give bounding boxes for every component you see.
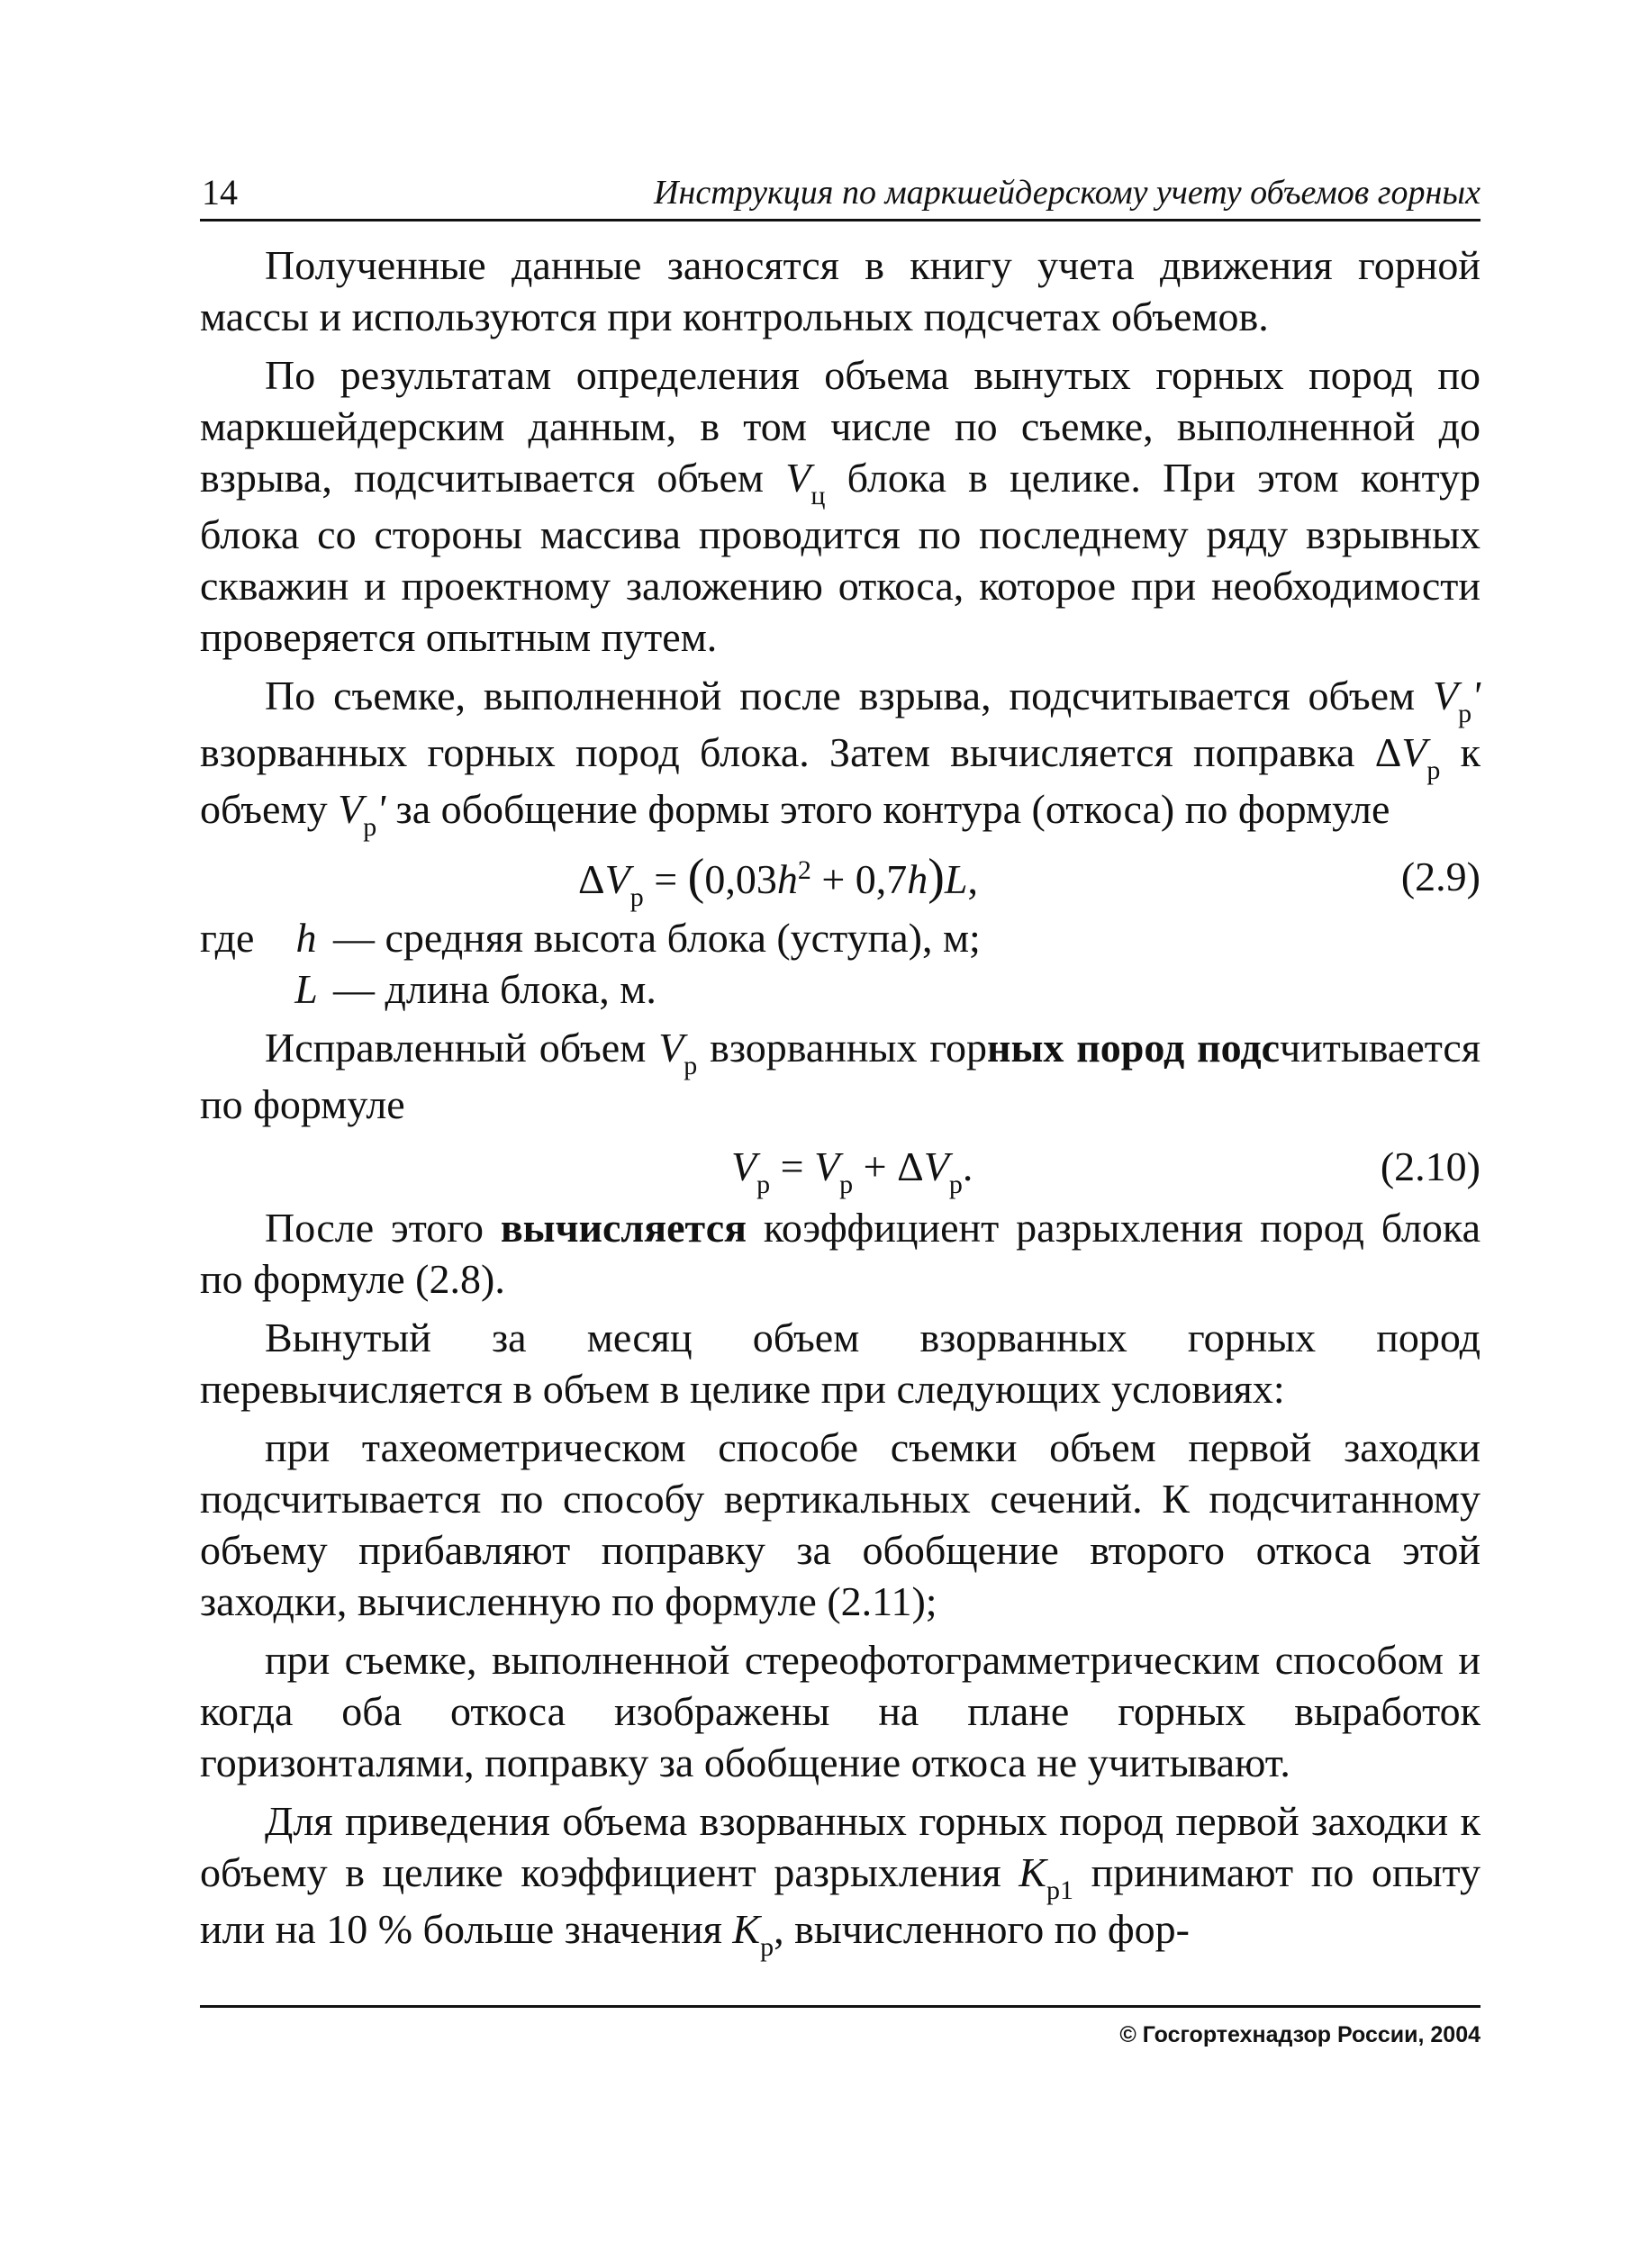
bold-text: ных пород подс bbox=[987, 1025, 1281, 1071]
var-v: V bbox=[785, 455, 811, 501]
coefficient: + 0,7 bbox=[810, 856, 908, 902]
text: , вычисленного по фор- bbox=[774, 1906, 1190, 1952]
text: Исправленный объем bbox=[265, 1025, 659, 1071]
paragraph-6: Вынутый за месяц объем взорванных горных пород перевычисляется в объем в целике при следующих условиях: bbox=[200, 1315, 1480, 1412]
paragraph-2 bbox=[200, 349, 1480, 663]
var-prime: ' bbox=[1471, 673, 1480, 718]
equals-sign: = bbox=[643, 856, 688, 902]
text: взорванных горных пород блока. Затем вычисляется поправка bbox=[200, 729, 1375, 775]
right-paren: ) bbox=[928, 849, 945, 905]
footer-rule bbox=[200, 2005, 1480, 2008]
text: По результатам определения объема вынутых горных пород по маркшейдерским данным, в том числе по съемке, выполненной до взрыва, подсчитывается объем bbox=[200, 352, 1480, 501]
where-symbol-h: h bbox=[295, 915, 317, 961]
page-header bbox=[200, 169, 1480, 216]
delta-symbol: Δ bbox=[578, 856, 605, 902]
var-subscript: р bbox=[948, 1170, 963, 1199]
page-body bbox=[200, 239, 1480, 1967]
var-v: V bbox=[923, 1143, 949, 1189]
equals-sign: = bbox=[770, 1143, 815, 1189]
var-subscript: р bbox=[363, 812, 377, 842]
var-subscript: р bbox=[1458, 699, 1472, 728]
where-line-1 bbox=[200, 912, 1480, 963]
where-symbol-l: L bbox=[294, 966, 318, 1012]
text: коэффициент разрыхления пород блока по формуле (2.8). bbox=[200, 1205, 1480, 1302]
var-k: K bbox=[1019, 1849, 1046, 1895]
paragraph-9 bbox=[200, 1795, 1480, 1960]
text: блока в целике. При этом контур блока со стороны массива проводится по последнему ряду взрывных скважин и проектному заложению откоса, которое при необходимости проверяется опытным путем. bbox=[200, 455, 1480, 660]
var-v: V bbox=[1433, 673, 1459, 718]
paragraph-8: при съемке, выполненной стереофотограмметрическим способом и когда оба откоса изображены на плане горных выработок горизонталями, поправку за обобщение откоса не учитывают. bbox=[200, 1637, 1480, 1785]
var-subscript: р bbox=[629, 882, 644, 912]
where-label: где bbox=[200, 915, 255, 961]
paragraph-1: Полученные данные заносятся в книгу учета движения горной массы и используются при контрольных подсчетах объемов. bbox=[200, 242, 1480, 339]
var-v: V bbox=[814, 1143, 840, 1189]
equation-body bbox=[578, 847, 978, 915]
text: взорванных гор bbox=[697, 1025, 988, 1071]
equation-2-10 bbox=[200, 1137, 1480, 1197]
equation-number: (2.10) bbox=[1380, 1143, 1480, 1189]
comma: , bbox=[967, 856, 979, 902]
paragraph-4 bbox=[200, 1022, 1480, 1130]
var-subscript: р bbox=[760, 1932, 774, 1962]
text: читывается по формуле bbox=[200, 1025, 1480, 1127]
paragraph-3 bbox=[200, 670, 1480, 840]
var-k: K bbox=[732, 1906, 761, 1952]
text: к объему bbox=[200, 729, 1480, 832]
where-line-2 bbox=[200, 963, 1480, 1015]
var-subscript: р bbox=[684, 1051, 698, 1080]
left-paren: ( bbox=[687, 849, 705, 905]
var-subscript: р bbox=[756, 1170, 771, 1199]
var-prime: ' bbox=[376, 786, 386, 832]
text: Для приведения объема взорванных горных пород первой заходки к объему в целике коэффициент разрыхления bbox=[200, 1798, 1480, 1895]
exponent: 2 bbox=[797, 855, 811, 885]
paragraph-5 bbox=[200, 1202, 1480, 1305]
where-definition-h: — средняя высота блока (уступа), м; bbox=[333, 915, 981, 961]
delta-symbol: Δ bbox=[1374, 729, 1402, 775]
bold-text: вычисляется bbox=[500, 1205, 747, 1251]
text: После этого bbox=[265, 1205, 501, 1251]
where-definition-l: — длина блока, м. bbox=[333, 966, 656, 1012]
text: По съемке, выполненной после взрыва, подсчитывается объем bbox=[265, 673, 1434, 718]
header-rule bbox=[200, 219, 1480, 221]
text: за обобщение формы этого контура (откоса) по формуле bbox=[385, 786, 1390, 832]
coefficient: 0,03 bbox=[704, 856, 777, 902]
period: . bbox=[962, 1143, 973, 1189]
var-v: V bbox=[658, 1025, 684, 1071]
var-subscript: р1 bbox=[1046, 1875, 1073, 1905]
text: принимают по опыту или на 10 % больше значения bbox=[200, 1849, 1480, 1952]
copyright-footer: © Госгортехнадзор России, 2004 bbox=[1119, 2022, 1480, 2047]
page-number: 14 bbox=[202, 172, 238, 212]
var-subscript: р bbox=[839, 1170, 854, 1199]
var-v: V bbox=[604, 856, 630, 902]
var-l: L bbox=[944, 856, 968, 902]
paragraph-7: при тахеометрическом способе съемки объем первой заходки подсчитывается по способу вертикальных сечений. К подсчитанному объему прибавляют поправку за обобщение второго откоса этой заходки, вычисленную по формуле (2.11); bbox=[200, 1424, 1480, 1624]
plus-delta: + Δ bbox=[853, 1143, 924, 1189]
var-v: V bbox=[338, 786, 364, 832]
running-title: Инструкция по маркшейдерскому учету объемов горных bbox=[654, 174, 1480, 212]
equation-number: (2.9) bbox=[1400, 854, 1480, 899]
var-subscript: р bbox=[1426, 755, 1441, 785]
var-subscript: ц bbox=[810, 481, 826, 511]
equation-body bbox=[731, 1137, 973, 1202]
var-h: h bbox=[907, 856, 928, 902]
equation-2-9 bbox=[200, 847, 1480, 912]
var-v: V bbox=[731, 1143, 757, 1189]
var-h: h bbox=[776, 856, 798, 902]
var-v: V bbox=[1401, 729, 1427, 775]
